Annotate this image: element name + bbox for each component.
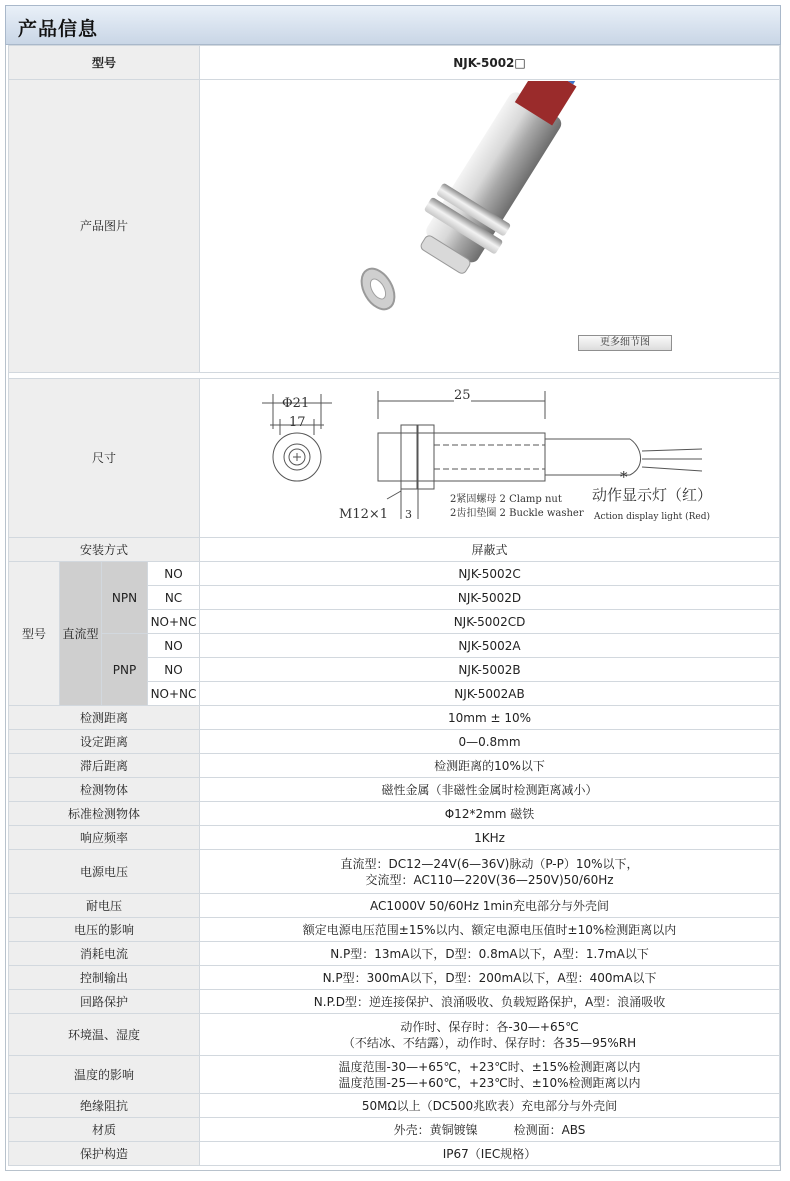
spec-value: 外壳：黄铜镀镍 检测面：ABS xyxy=(200,1118,780,1142)
sensor-illustration xyxy=(202,81,777,371)
spec-value: N.P.D型：逆连接保护、浪涌吸收、负载短路保护，A型：浪涌吸收 xyxy=(200,990,780,1014)
pnp-label: PNP xyxy=(102,634,148,706)
mode-label: NO xyxy=(148,658,200,682)
model-label: 型号 xyxy=(9,46,200,80)
spec-row-voltage-effect xyxy=(9,918,780,942)
dimension-cell xyxy=(200,379,780,538)
model-code: NJK-5002C xyxy=(200,562,780,586)
spec-value xyxy=(200,1014,780,1056)
spec-row-protection xyxy=(9,1142,780,1166)
product-photo xyxy=(202,81,777,371)
spec-value: 磁性金属（非磁性金属时检测距离减小） xyxy=(200,778,780,802)
mount-row xyxy=(9,538,780,562)
spec-label: 绝缘阻抗 xyxy=(9,1094,200,1118)
spec-label: 响应频率 xyxy=(9,826,200,850)
model-code: NJK-5002CD xyxy=(200,610,780,634)
thread-m12-label: M12×1 xyxy=(339,507,389,522)
mode-label: NO xyxy=(148,634,200,658)
dc-type-label: 直流型 xyxy=(60,562,102,706)
spec-label: 电压的影响 xyxy=(9,918,200,942)
spec-value-line: 温度范围-25—+60℃，+23℃时、±10%检测距离以内 xyxy=(338,1075,641,1090)
gap-3-label: 3 xyxy=(405,508,413,521)
spec-value-line: 直流型：DC12—24V(6—36V)脉动（P-P）10%以下， xyxy=(340,856,639,871)
spec-label: 材质 xyxy=(9,1118,200,1142)
section-header xyxy=(5,5,781,45)
mount-label: 安装方式 xyxy=(9,538,200,562)
photo-label: 产品图片 xyxy=(9,80,200,373)
spec-value: 50MΩ以上（DC500兆欧表）充电部分与外壳间 xyxy=(200,1094,780,1118)
spec-label: 消耗电流 xyxy=(9,942,200,966)
spec-label: 设定距离 xyxy=(9,730,200,754)
clamp-nut-note: 2紧固螺母 2 Clamp nut xyxy=(450,494,562,505)
spec-row-frequency xyxy=(9,826,780,850)
spec-row-detect-distance xyxy=(9,706,780,730)
spec-row-current xyxy=(9,942,780,966)
spec-label: 检测物体 xyxy=(9,778,200,802)
mode-label: NO+NC xyxy=(148,682,200,706)
spec-row-set-distance xyxy=(9,730,780,754)
spec-label: 标准检测物体 xyxy=(9,802,200,826)
spec-row-withstand-voltage xyxy=(9,894,780,918)
spec-value-line: 动作时、保存时：各-30—+65℃ xyxy=(400,1019,579,1034)
spec-label: 保护构造 xyxy=(9,1142,200,1166)
indicator-star: * xyxy=(620,468,628,486)
more-details-button[interactable]: 更多细节图 xyxy=(578,335,672,351)
spec-label: 回路保护 xyxy=(9,990,200,1014)
spec-value: IP67（IEC规格） xyxy=(200,1142,780,1166)
npn-label: NPN xyxy=(102,562,148,634)
spec-row-supply-voltage xyxy=(9,850,780,894)
spec-table xyxy=(8,45,780,1166)
type-row-npn-no xyxy=(9,562,780,586)
mount-value: 屏蔽式 xyxy=(200,538,780,562)
model-row xyxy=(9,46,780,80)
length-25-label: 25 xyxy=(454,388,471,403)
spec-label: 检测距离 xyxy=(9,706,200,730)
indicator-cn-label: 动作显示灯（红） xyxy=(592,486,713,504)
mode-label: NC xyxy=(148,586,200,610)
spec-label: 控制输出 xyxy=(9,966,200,990)
mode-label: NO+NC xyxy=(148,610,200,634)
spec-row-control-output xyxy=(9,966,780,990)
photo-cell xyxy=(200,80,780,373)
type-row-pnp-no xyxy=(9,634,780,658)
indicator-en-label: Action display light (Red) xyxy=(594,512,711,522)
spec-value-line: 温度范围-30—+65℃，+23℃时、±15%检测距离以内 xyxy=(338,1059,641,1074)
spec-row-material xyxy=(9,1118,780,1142)
spec-value-line: （不结冰、不结露），动作时、保存时：各35—95%RH xyxy=(342,1035,637,1050)
model-code: NJK-5002AB xyxy=(200,682,780,706)
buckle-washer-note: 2齿扣垫圈 2 Buckle washer xyxy=(450,508,584,519)
spec-row-circuit-protection xyxy=(9,990,780,1014)
spec-label: 电源电压 xyxy=(9,850,200,894)
spec-row-insulation xyxy=(9,1094,780,1118)
spec-row-environment xyxy=(9,1014,780,1056)
spec-value-line: 交流型：AC110—220V(36—250V)50/60Hz xyxy=(365,872,614,887)
model-code: NJK-5002D xyxy=(200,586,780,610)
spec-value: 额定电源电压范围±15%以内、额定电源电压值时±10%检测距离以内 xyxy=(200,918,780,942)
width-17-label: 17 xyxy=(289,415,306,430)
dimension-label: 尺寸 xyxy=(9,379,200,538)
spec-value: 1KHz xyxy=(200,826,780,850)
spec-row-target xyxy=(9,778,780,802)
model-code: NJK-5002B xyxy=(200,658,780,682)
spec-value: N.P型：300mA以下，D型：200mA以下，A型：400mA以下 xyxy=(200,966,780,990)
spec-label: 滞后距离 xyxy=(9,754,200,778)
dimension-drawing xyxy=(202,379,777,537)
spec-value: Φ12*2mm 磁铁 xyxy=(200,802,780,826)
phi-21-label: Φ21 xyxy=(282,396,310,411)
spec-label: 环境温、湿度 xyxy=(9,1014,200,1056)
model-code: NJK-5002A xyxy=(200,634,780,658)
spec-value xyxy=(200,1056,780,1094)
spec-row-hysteresis xyxy=(9,754,780,778)
section-title: 产品信息 xyxy=(18,18,99,40)
spec-label: 温度的影响 xyxy=(9,1056,200,1094)
spec-value xyxy=(200,850,780,894)
spec-value: 10mm ± 10% xyxy=(200,706,780,730)
dimension-row xyxy=(9,379,780,538)
spec-label: 耐电压 xyxy=(9,894,200,918)
spec-value: AC1000V 50/60Hz 1min充电部分与外壳间 xyxy=(200,894,780,918)
spec-row-standard-target xyxy=(9,802,780,826)
spec-row-temperature-effect xyxy=(9,1056,780,1094)
type-group-label: 型号 xyxy=(9,562,60,706)
photo-row xyxy=(9,80,780,373)
spec-value: N.P型：13mA以下，D型：0.8mA以下，A型：1.7mA以下 xyxy=(200,942,780,966)
spec-value: 检测距离的10%以下 xyxy=(200,754,780,778)
model-value: NJK-5002□ xyxy=(200,46,780,80)
mode-label: NO xyxy=(148,562,200,586)
spec-value: 0—0.8mm xyxy=(200,730,780,754)
